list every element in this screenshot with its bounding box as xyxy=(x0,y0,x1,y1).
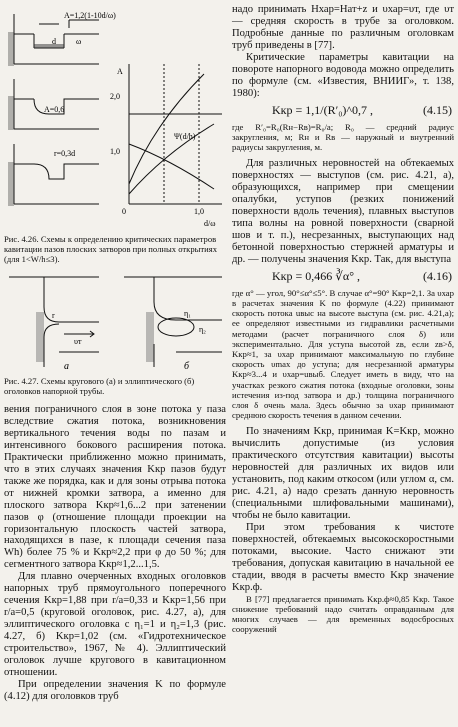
right-paragraph-2b: где α° — угол, 90°≤α°≤5°. В случае α°=90° Kкр=2,1. За υхар в расчетах значения K по формуле (4.22) принимают скорость потока uвыс на высоте выступа (см. рис. 4.21,а); ее определяют известными из гидравлики расчетными методами (расчет пограничного слоя δ) или экспериментально. Для уступа высотой zв, если zв>δ, Kкр≈1, за υхар принимают максимальную по глубине скорость υmax до уступа; для несрезанной арматуры Kкр≈3...4 и υхар=uвыб. Следует иметь в виду, что на участках резкого сжатия потока (входные оголовки, зоны истечения из-под затвора и др.) толщина пограничного слоя δ очень мала. Здесь обычно за υхар принимают среднюю скорость течения в данном сечении. xyxy=(232,287,454,421)
formula-4-16 xyxy=(232,266,454,288)
formula-4-15-number: (4.15) xyxy=(423,102,452,117)
figure-4-26-caption: Рис. 4.26. Схемы к определению критических параметров кавитации пазов плоских затворов при полных открытиях (для 1<W/h≤3). xyxy=(4,234,217,265)
right-paragraph-3: По значениям Kкр, принимая K=Kкр, можно вычислить допустимые (из условия практического отсутствия кавитации) высоты неровностей для различных их видов или установить, под каким откосом (или углом α, см. рис. 4.21, а) надо срезать данную неровность (специальными шлифовальными машинами), чтобы не было кавитации. xyxy=(232,426,454,522)
fig1-axis-t1: 1,0 xyxy=(194,207,204,216)
fig2-r-label: r xyxy=(52,311,55,320)
left-column-text xyxy=(4,404,226,703)
formula-4-16-expr: Kкр = 0,466 ∛α° , xyxy=(272,268,360,283)
fig1-d-label: d xyxy=(52,37,56,46)
figure-4-26 xyxy=(4,4,226,232)
fig1-A-val: A=0,6 xyxy=(44,105,65,114)
fig1-r-label: r=0,3d xyxy=(54,149,76,158)
left-paragraph-1: вения пограничного слоя в зоне потока у паза вследствие сжатия потока, возникновения вертикального течения воды по пазам и интенсивного бокового расширения потока. Практически приближенно можно принимать, что в этих случаях значения Kкр пазов будут также же порядка, как и для зоны отрыва потока от нижней кромки затвора, а именно для плоского затвора Kкр≈1,6...2 при затенении пазов φ (отношение площади проекции на горизонтальную плоскость частей затвора, находящихся в пазе, к площади сечения паза Wh) более 75 % и Kкр≈2,2 при φ до 50 %; для сегментного затвора Kкр≈1,2...1,5. xyxy=(4,404,226,571)
fig1-axis-A: A xyxy=(117,67,123,76)
right-paragraph-0: надо принимать Hхар=Hат+z и υхар=υт, где υт — средняя скорость в трубе за оголовком. Подробные данные по различным оголовкам труб приведены в [77]. xyxy=(232,4,454,51)
formula-4-15 xyxy=(232,100,454,122)
fig2-a-label: а xyxy=(64,361,69,372)
fig2-eta1-label: η₁ xyxy=(184,309,191,318)
left-paragraph-3: При определении значения K по формуле (4.12) для оголовков труб xyxy=(4,678,226,702)
formula-4-16-number: (4.16) xyxy=(423,268,452,283)
fig1-omega-label: ω xyxy=(76,37,82,46)
right-paragraph-4: При этом требования к чистоте поверхностей, обтекаемых высокоскоростными потоками, высокие. Часто снижают эти требования, допуская кавитацию в начальной ее стадии, вводя в расчеты вместо Kкр значение Kкр.ф. xyxy=(232,521,454,593)
fig1-axis-A2: 2,0 xyxy=(110,92,120,101)
fig1-axis-A1: 1,0 xyxy=(110,147,120,156)
fig1-axis-domega: d/ω xyxy=(204,219,216,228)
fig1-axis-t0: 0 xyxy=(122,207,126,216)
right-paragraph-2: Для различных неровностей на обтекаемых поверхностях — выступов (см. рис. 4.21, а), образующихся, например при смещении опалубки, уступов (резких понижений поверхности вдоль течения), плавных выступов типа волны на ровной поверхности (сварной шов и т. п.), несрезанных, выступающих над бетонной поверхностью стержней арматуры и др. — получены значения Kкр. Так, для выступа xyxy=(232,158,454,265)
right-column-text xyxy=(232,4,454,635)
fig2-vt-label: υт xyxy=(74,337,82,346)
formula-4-15-expr: Kкр = 1,1/(R′₀)^0,7 , xyxy=(272,102,374,117)
fig1-a-label: A=1,2(1-10d/ω) xyxy=(64,11,116,20)
left-paragraph-2: Для плавно очерченных входных оголовков напорных труб прямоугольного поперечного сечения Kкр=1,88 при r/a=0,33 и Kкр=1,56 при r/a=0,5 (круговой оголовок, рис. 4.27, а), для эллиптического оголовка с η₁=1 и η₂=1,3 (рис. 4.27, б) Kкр=1,02 (см. «Гидротехническое строительство», 1967, № 4). Эллиптический оголовок лучше кругового в кавитационном отношении. xyxy=(4,571,226,678)
fig2-b-label: б xyxy=(184,361,190,372)
figure-4-27-caption: Рис. 4.27. Схемы кругового (а) и эллиптического (б) оголовков напорной трубы. xyxy=(4,376,195,397)
figure-4-27 xyxy=(4,272,226,372)
right-paragraph-1: Критические параметры кавитации на повороте напорного водовода можно определить по формуле (см. «Известия, ВНИИГ», т. 138, 1980): xyxy=(232,51,454,99)
fig2-eta2-label: η₂ xyxy=(199,325,206,334)
fig1-curve-label: Ψ(d/h) xyxy=(174,132,196,141)
right-paragraph-1b: где R′₀=R₀(Rн−Rв)=R₀/a; R₀ — средний радиус закругления, м; Rн и Rв — наружный и внутренний радиусы закругления, м. xyxy=(232,121,454,152)
right-paragraph-5: В [77] предлагается принимать Kкр.ф≈0,85 Kкр. Такое снижение требований надо считать оправданным для многих случаев — для временных водосбросных сооружений xyxy=(232,593,454,635)
